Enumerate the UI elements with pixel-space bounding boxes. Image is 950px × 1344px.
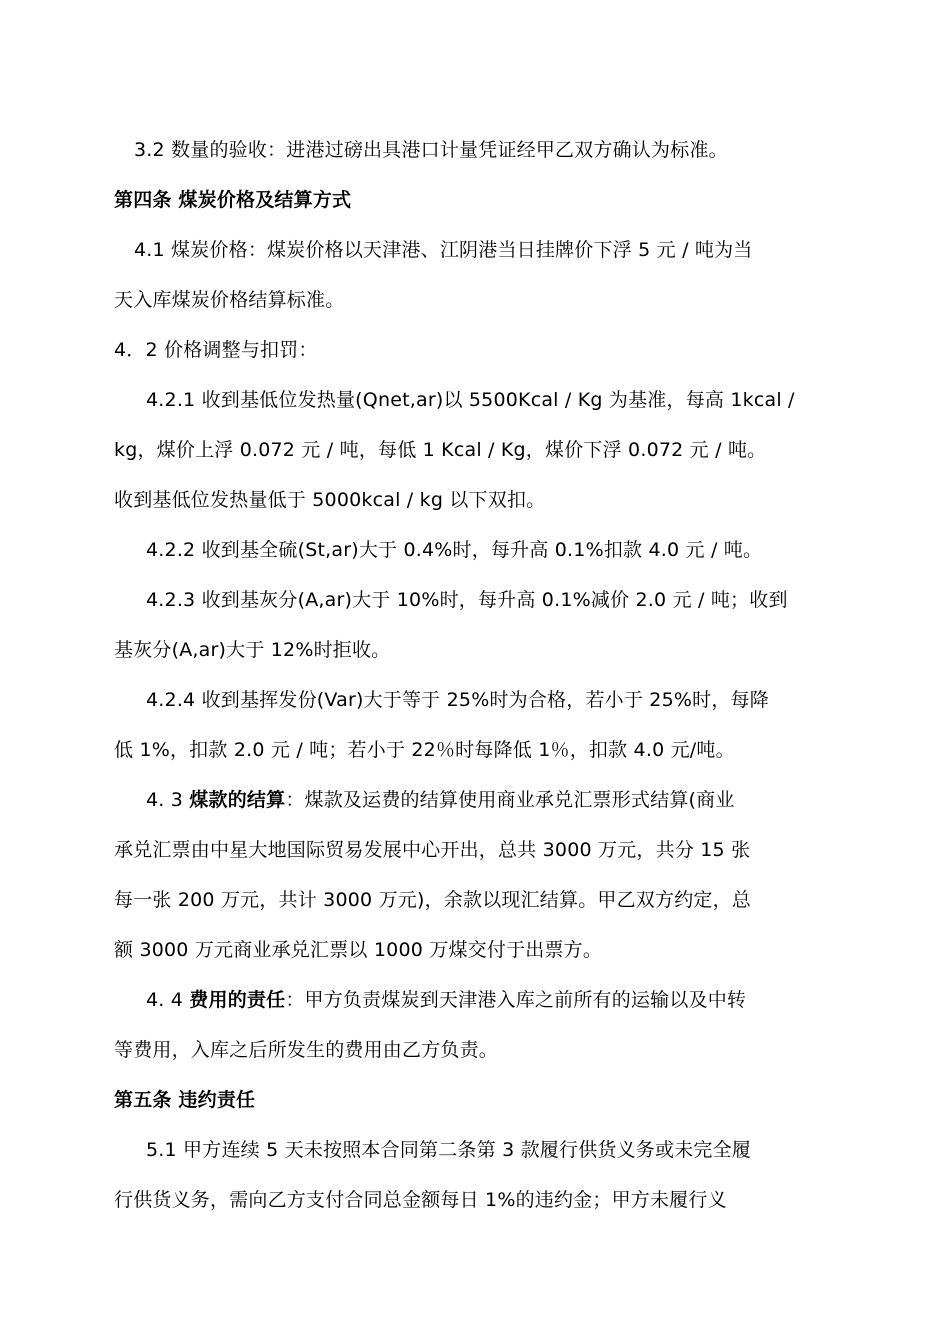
clause-4-4-title: 费用的责任	[189, 989, 286, 1011]
clause-4-4-text: ：甲方负责煤炭到天津港入库之前所有的运输以及中转	[285, 989, 747, 1011]
clause-4-4-line-2: 等费用，入库之后所发生的费用由乙方负责。	[114, 1039, 499, 1061]
clause-4-3-line-4: 额 3000 万元商业承兑汇票以 1000 万煤交付于出票方。	[114, 939, 603, 961]
clause-4-2-1-line-1: 4.2.1 收到基低位发热量(Qnet,ar)以 5500Kcal / Kg 为基准，每高 1kcal /	[146, 389, 795, 411]
article-5-heading: 第五条 违约责任	[114, 1089, 256, 1111]
clause-3-2-line: 3.2 数量的验收：进港过磅出具港口计量凭证经甲乙双方确认为标准。	[134, 139, 728, 161]
clause-4-2-1-line-2: kg，煤价上浮 0.072 元 / 吨，每低 1 Kcal / Kg，煤价下浮 0.072 元 / 吨。	[114, 439, 767, 461]
clause-4-2-heading: 4．2 价格调整与扣罚：	[114, 339, 318, 361]
clause-4-1-line-2: 天入库煤炭价格结算标准。	[114, 289, 345, 311]
clause-4-2-4-line-1: 4.2.4 收到基挥发份(Var)大于等于 25%时为合格，若小于 25%时，每降	[146, 689, 769, 711]
clause-4-3-number: 4. 3	[146, 789, 190, 811]
clause-4-2-3-line-1: 4.2.3 收到基灰分(A,ar)大于 10%时，每升高 0.1%减价 2.0 元 / 吨；收到	[146, 589, 788, 611]
clause-5-1-line-2: 行供货义务，需向乙方支付合同总金额每日 1%的违约金；甲方未履行义	[114, 1189, 727, 1211]
article-4-heading: 第四条 煤炭价格及结算方式	[114, 189, 352, 211]
clause-4-3-line-2: 承兑汇票由中星大地国际贸易发展中心开出，总共 3000 万元，共分 15 张	[114, 839, 751, 861]
clause-4-3-text: ：煤款及运费的结算使用商业承兑汇票形式结算(商业	[285, 789, 735, 811]
clause-4-2-4-line-2: 低 1%，扣款 2.0 元 / 吨；若小于 22％时每降低 1％，扣款 4.0 元/吨。	[114, 739, 735, 761]
clause-4-1-line-1: 4.1 煤炭价格：煤炭价格以天津港、江阴港当日挂牌价下浮 5 元 / 吨为当	[134, 239, 753, 261]
clause-4-4-line-1	[146, 986, 871, 1014]
clause-4-3-line-1	[146, 786, 871, 814]
clause-4-3-title: 煤款的结算	[189, 789, 286, 811]
clause-4-3-line-3: 每一张 200 万元，共计 3000 万元)，余款以现汇结算。甲乙双方约定，总	[114, 889, 751, 911]
clause-4-2-1-line-3: 收到基低位发热量低于 5000kcal / kg 以下双扣。	[114, 489, 546, 511]
clause-5-1-line-1: 5.1 甲方连续 5 天未按照本合同第二条第 3 款履行供货义务或未完全履	[146, 1139, 751, 1161]
clause-4-4-number: 4. 4	[146, 989, 190, 1011]
clause-4-2-3-line-2: 基灰分(A,ar)大于 12%时拒收。	[114, 639, 391, 661]
clause-4-2-2-line: 4.2.2 收到基全硫(St,ar)大于 0.4%时，每升高 0.1%扣款 4.0 元 / 吨。	[146, 539, 763, 561]
